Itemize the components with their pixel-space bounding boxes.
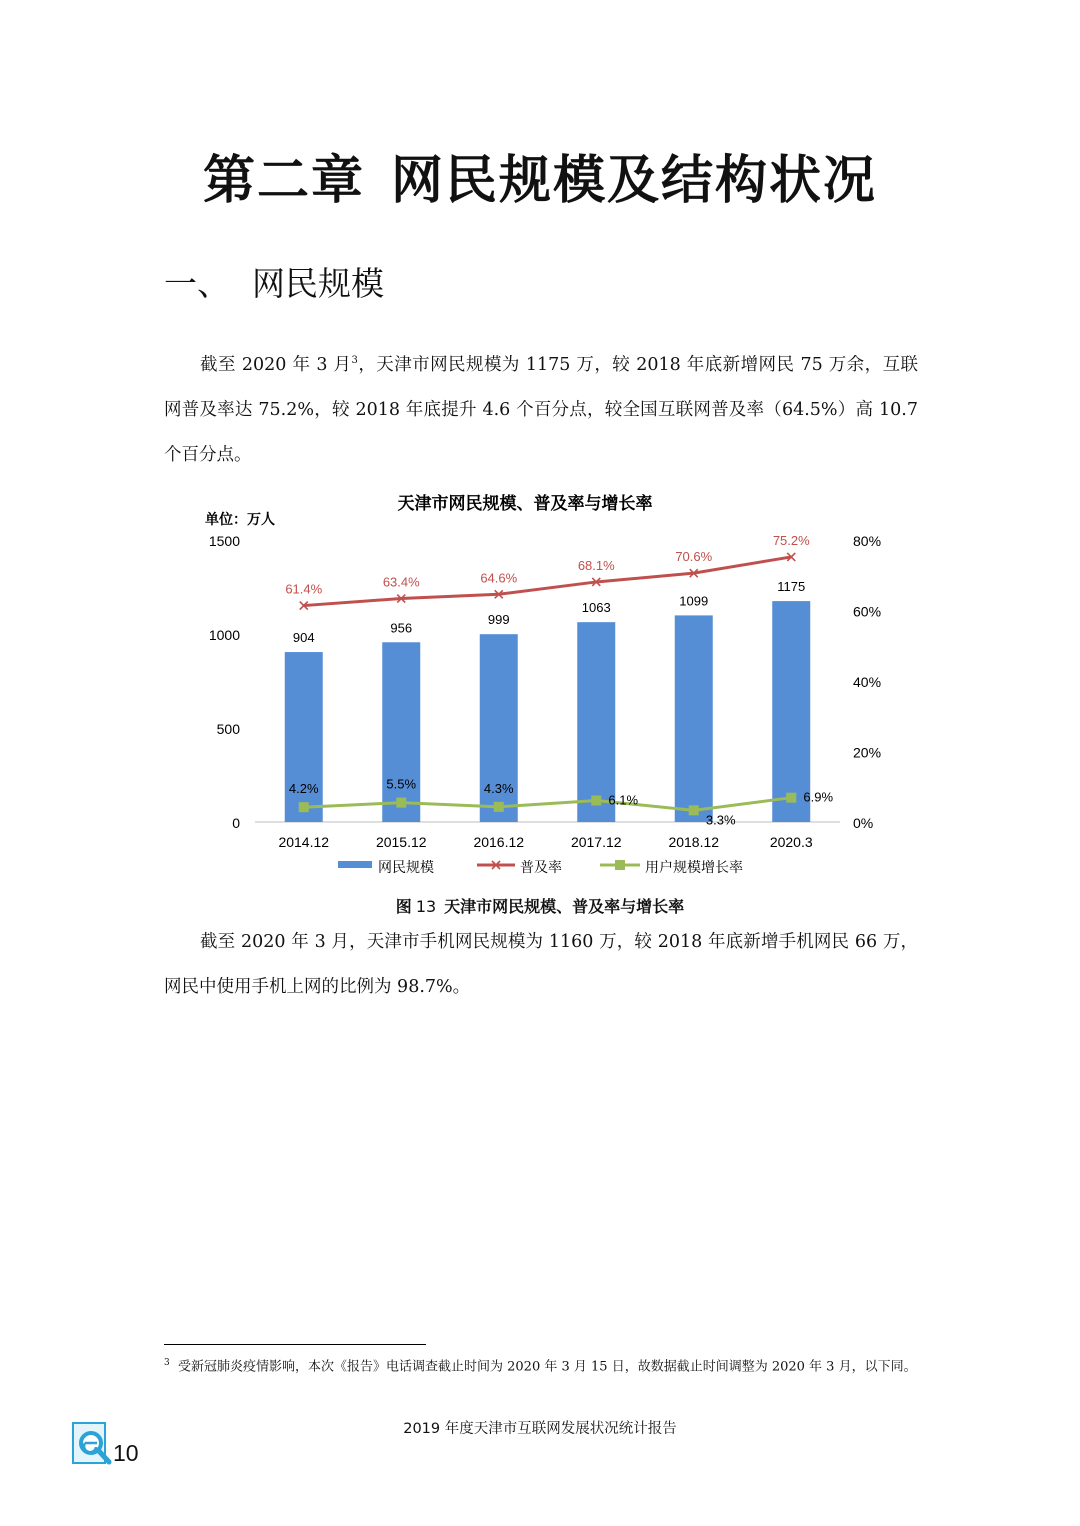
footnote-marker: 3 <box>164 1358 170 1368</box>
right-axis-tick: 40% <box>853 674 882 690</box>
footnote-ref[interactable]: 3 <box>351 355 358 366</box>
right-axis-tick: 0% <box>853 815 874 831</box>
penetration-value-label: 63.4% <box>382 574 420 590</box>
growth-point-marker <box>786 793 796 803</box>
x-axis-category-label: 2016.12 <box>473 834 525 850</box>
x-axis-category-label: 2015.12 <box>375 834 427 850</box>
section-name: 网民规模 <box>252 264 384 303</box>
chapter-title <box>0 138 1080 213</box>
figure-prefix: 图 <box>395 897 412 916</box>
para1-text-start: 截至 2020 年 3 月 <box>200 354 352 375</box>
bar <box>285 652 323 822</box>
left-axis-tick: 0 <box>232 815 240 831</box>
left-axis-tick: 1500 <box>208 533 240 549</box>
growth-value-label: 4.3% <box>483 780 514 796</box>
growth-value-label: 6.9% <box>803 789 834 805</box>
figure-caption <box>0 894 1080 917</box>
bar-value-label: 999 <box>487 612 510 628</box>
section-title <box>164 258 384 305</box>
bar-value-label: 1099 <box>679 593 709 609</box>
penetration-value-label: 68.1% <box>577 557 615 573</box>
legend-bar-swatch <box>338 861 372 868</box>
chapter-name: 网民规模及结构状况 <box>391 150 878 211</box>
growth-point-marker <box>494 802 504 812</box>
growth-value-label: 5.5% <box>386 776 417 792</box>
footnote-divider <box>164 1344 426 1345</box>
x-axis-category-label: 2018.12 <box>668 834 720 850</box>
growth-line <box>304 798 792 811</box>
figure-number: 13 <box>415 897 437 916</box>
penetration-value-label: 61.4% <box>285 581 323 597</box>
right-axis-tick: 80% <box>853 533 882 549</box>
bar-value-label: 1175 <box>777 579 806 595</box>
chart-title: 天津市网民规模、普及率与增长率 <box>397 494 653 513</box>
para1-text-end: ，天津市网民规模为 1175 万，较 2018 年底新增网民 75 万余，互联网普及率达 75.2%，较 2018 年底提升 4.6 个百分点，较全国互联网普及率（64.5%）高 10.7 个百分点。 <box>164 354 919 465</box>
bar-value-label: 904 <box>292 630 315 646</box>
bar-value-label: 956 <box>390 620 413 636</box>
left-axis-tick: 500 <box>216 721 240 737</box>
penetration-value-label: 75.2% <box>772 532 810 548</box>
penetration-value-label: 64.6% <box>480 570 518 586</box>
right-axis-tick: 60% <box>853 603 882 620</box>
growth-point-marker <box>689 805 699 815</box>
mobile-paragraph: 截至 2020 年 3 月，天津市手机网民规模为 1160 万，较 2018 年底新增手机网民 66 万，网民中使用手机上网的比例为 98.7%。 <box>164 932 918 997</box>
x-axis-category-label: 2014.12 <box>278 834 330 850</box>
legend-label: 用户规模增长率 <box>645 859 743 875</box>
intro-paragraph <box>164 338 918 478</box>
growth-value-label: 3.3% <box>705 812 736 828</box>
magnifier-e-logo-icon <box>72 1422 112 1466</box>
chapter-number: 第二章 <box>202 150 365 211</box>
chart-svg <box>180 478 900 878</box>
growth-point-marker <box>299 802 309 812</box>
bar-value-label: 1063 <box>581 600 611 616</box>
left-axis-tick: 1000 <box>208 627 240 643</box>
footnote-text: 受新冠肺炎疫情影响，本次《报告》电话调查截止时间为 2020 年 3 月 15 日，故数据截止时间调整为 2020 年 3 月，以下同。 <box>178 1359 917 1375</box>
page-number: 10 <box>113 1440 139 1466</box>
bar <box>675 615 713 822</box>
penetration-value-label: 70.6% <box>675 549 713 565</box>
legend-label: 网民规模 <box>378 859 434 875</box>
x-axis-category-label: 2020.3 <box>769 834 813 850</box>
figure-title: 天津市网民规模、普及率与增长率 <box>444 897 685 916</box>
growth-value-label: 4.2% <box>288 781 319 797</box>
x-axis-category-label: 2017.12 <box>570 834 622 850</box>
growth-value-label: 6.1% <box>608 792 639 808</box>
footnote <box>164 1352 918 1378</box>
right-axis-tick: 20% <box>853 744 882 761</box>
legend-label: 普及率 <box>520 859 562 875</box>
growth-point-marker <box>591 795 601 805</box>
growth-point-marker <box>396 798 406 808</box>
section-number: 一、 <box>164 264 230 303</box>
chart-unit-label: 单位：万人 <box>205 511 275 527</box>
legend-marker-square <box>615 860 625 870</box>
report-footer-title: 2019 年度天津市互联网发展状况统计报告 <box>403 1421 677 1437</box>
netizen-chart <box>180 478 900 878</box>
bar <box>382 642 420 822</box>
